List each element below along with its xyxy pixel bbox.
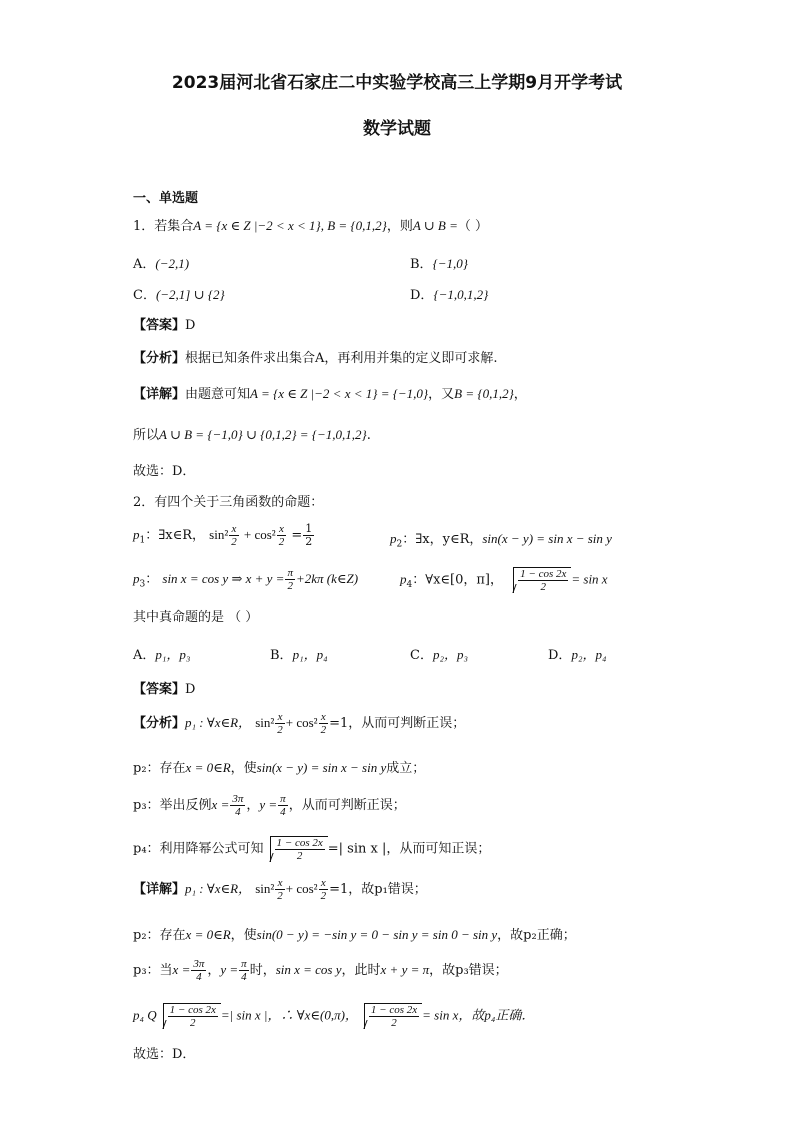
q1-answer: 【答案】D [133,318,196,333]
q2-analysis-3: p₃：举出反例x = $\frac{3\pi}{4}$ ，y = $\frac{\pi}{4}$ ，从而可判断正误； [133,793,406,818]
q2-detail-3: p₃：当x = $\frac{3\pi}{4}$ ，y = $\frac{\pi}{4}$ 时，sin x = cos y，此时x + y = π，故p₃错误； [133,958,508,983]
q2-detail-1: 【详解】p₁ : ∀x∈R， sin² $\frac{x}{2}$ + cos² $\frac{x}{2}$ =1，故p₁错误； [133,877,427,902]
q2-p4: $p_4$：∀x∈[0，π]， $\frac{1 - \cos 2x}{2}$ = sin x [400,568,608,593]
q1-stem-expr: A ∪ B = [412,218,458,233]
q2-stem: 2．有四个关于三角函数的命题： [133,495,324,510]
page-title: 2023届河北省石家庄二中实验学校高三上学期9月开学考试 [171,73,623,93]
q1-stem-text: 1．若集合 [133,219,194,234]
q2-analysis-1: 【分析】p₁ : ∀x∈R， sin² $\frac{x}{2}$ + cos² $\frac{x}{2}$ =1，从而可判断正误； [133,711,466,736]
q1-analysis: 【分析】根据已知条件求出集合A，再利用并集的定义即可求解. [133,351,498,366]
page-subtitle: 数学试题 [363,119,431,139]
q2-analysis-4: p₄：利用降幂公式可知 $\frac{1 - \cos 2x}{2}$ =| sin x |，从而可知正误； [133,837,491,862]
q2-detail-2: p₂：存在x = 0∈R，使sin(0 − y) = −sin y = 0 − sin y = sin 0 − sin y，故p₂正确； [133,927,576,943]
q1-conclusion: 故选：D． [133,464,196,479]
q2-answer: 【答案】D [133,682,196,697]
section-heading: 一、单选题 [133,191,199,206]
q1-detail: 【详解】由题意可知A = {x ∈ Z |−2 < x < 1} = {−1,0}，又B = {0,1,2}， [133,386,527,402]
q2-analysis-2: p₂：存在x = 0∈R，使sin(x − y) = sin x − sin y成立； [133,760,426,776]
q1-stem-set: A = {x ∈ Z |−2 < x < 1}, B = {0,1,2} [193,218,387,233]
q2-conclusion: 故选：D． [133,1047,196,1062]
q2-detail-4: p₄ Q $\frac{1 - \cos 2x}{2}$ =| sin x |，∴ ∀x∈(0,π)， $\frac{1 - \cos 2x}{2}$ = sin x，故p₄正确． [133,1004,535,1029]
q1-option-c: C．(−2,1] ∪ {2} [133,287,225,303]
q2-p2: $p_2$：∃x，y∈R，sin(x − y) = sin x − sin y [390,531,612,550]
q2-option-b: B．p₁，p₄ [270,647,328,663]
q1-option-b: B．{−1,0} [410,256,468,272]
q2-p1: $p_1$：∃x∈R， sin² $\frac{x}{2}$ + cos² $\frac{x}{2}$ = $\frac{1}{2}$ [133,522,313,548]
q1-stem-then: ，则 [386,219,413,234]
q1-option-d: D．{−1,0,1,2} [410,287,489,303]
q2-question: 其中真命题的是 （ ） [133,610,259,625]
q1-stem [133,217,488,236]
q2-option-c: C．p₂，p₃ [410,647,468,663]
q2-option-a: A．p₁，p₃ [133,647,191,663]
q1-detail-line2: 所以A ∪ B = {−1,0} ∪ {0,1,2} = {−1,0,1,2}. [133,427,371,443]
q1-stem-paren: （ ） [457,219,489,234]
q1-option-a: A．(−2,1) [133,256,190,272]
q2-p3: $p_3$： sin x = cos y ⇒ x + y = $\frac{\pi}{2}$ +2kπ (k∈Z) [133,567,359,592]
q2-option-d: D．p₂，p₄ [548,647,607,663]
